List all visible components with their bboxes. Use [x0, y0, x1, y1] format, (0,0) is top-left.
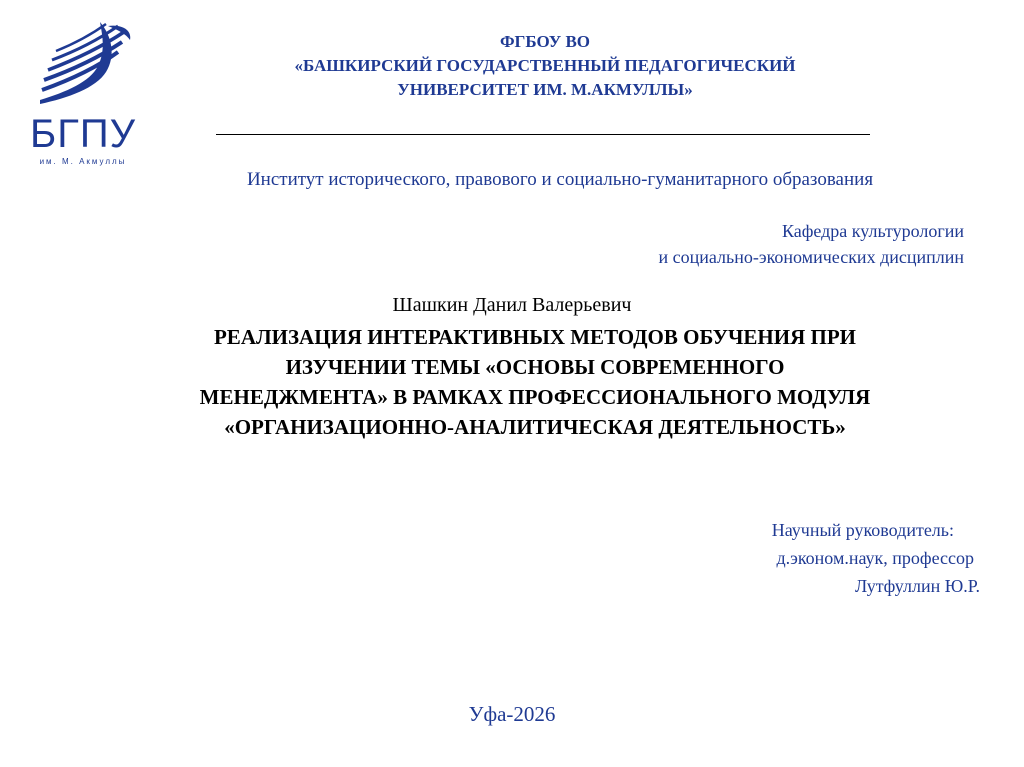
title-line-1: РЕАЛИЗАЦИЯ ИНТЕРАКТИВНЫХ МЕТОДОВ ОБУЧЕНИЯ ПРИ — [213, 325, 857, 349]
university-logo — [22, 18, 144, 168]
header-line-1: ФГБОУ ВО — [499, 32, 591, 51]
university-header — [220, 30, 870, 102]
department-name — [464, 218, 964, 270]
title-line-4: «ОРГАНИЗАЦИОННО-АНАЛИТИЧЕСКАЯ ДЕЯТЕЛЬНОСТЬ» — [224, 415, 846, 439]
institute-name: Институт исторического, правового и социально-гуманитарного образования — [246, 169, 874, 190]
supervisor-block — [560, 516, 980, 600]
supervisor-degree: д.эконом.наук, профессор — [776, 548, 974, 568]
supervisor-name: Лутфуллин Ю.Р. — [854, 576, 980, 596]
logo-subtitle: им. М. Акмуллы — [39, 157, 127, 166]
header-divider — [216, 134, 870, 135]
logo-emblem-icon — [22, 18, 144, 114]
supervisor-label: Научный руководитель: — [771, 520, 954, 540]
title-line-2: ИЗУЧЕНИИ ТЕМЫ «ОСНОВЫ СОВРЕМЕННОГО — [285, 355, 785, 379]
city-year: Уфа-2026 — [468, 702, 556, 726]
logo-name: БГПУ — [29, 112, 137, 156]
title-line-3: МЕНЕДЖМЕНТА» В РАМКАХ ПРОФЕССИОНАЛЬНОГО МОДУЛЯ — [199, 385, 871, 409]
header-line-3: УНИВЕРСИТЕТ ИМ. М.АКМУЛЛЫ» — [397, 80, 693, 99]
department-line-1: Кафедра культурологии — [781, 221, 964, 241]
department-line-2: и социально-экономических дисциплин — [658, 247, 964, 267]
thesis-title — [110, 322, 960, 442]
author-name: Шашкин Данил Валерьевич — [392, 294, 632, 316]
header-line-2: «БАШКИРСКИЙ ГОСУДАРСТВЕННЫЙ ПЕДАГОГИЧЕСКИЙ — [294, 56, 796, 75]
